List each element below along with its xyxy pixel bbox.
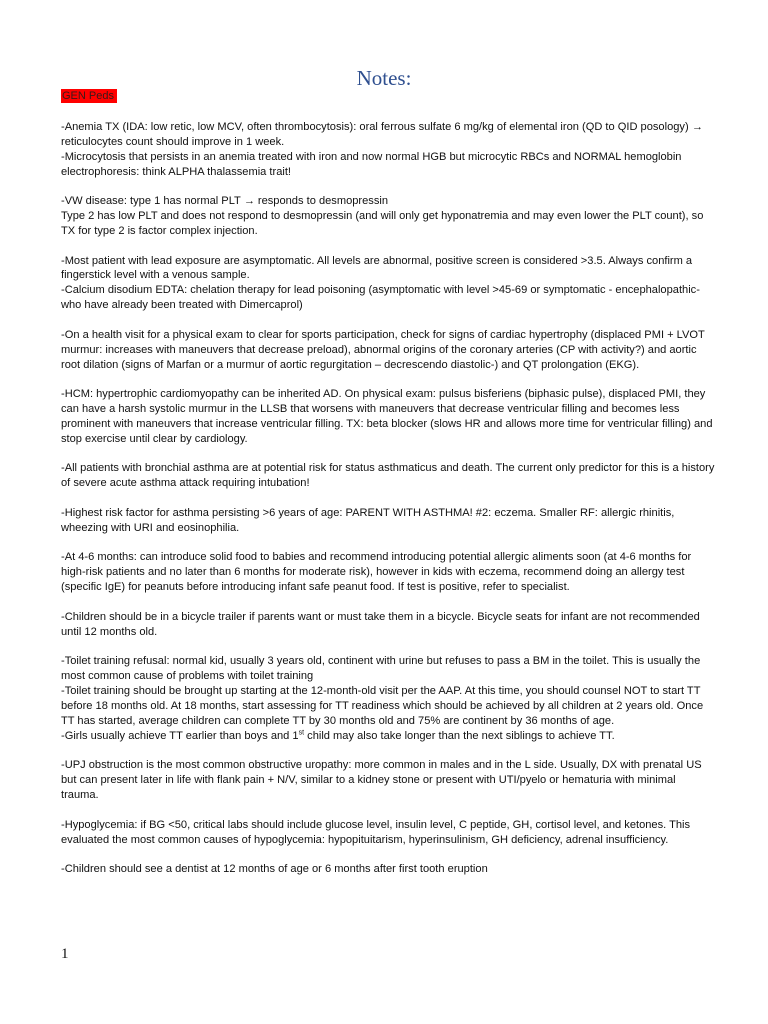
note-line: -Hypoglycemia: if BG <50, critical labs should include glucose level, insulin level, C peptide, GH, cortisol level, and ketones. This evaluated the most common causes of hypoglycemia: hypopituitarism, hyperinsulinism, GH deficiency, adrenal insufficiency. [61,818,691,846]
note-paragraph [61,120,715,179]
note-paragraph [61,654,715,728]
note-paragraph [61,387,715,446]
note-line: -Children should be in a bicycle trailer if parents want or must take them in a bicycle. Bicycle seats for infant are not recommended until 12 months old. [61,610,700,638]
note-paragraph [61,506,715,536]
note-paragraph [61,818,715,848]
page-title: Notes: [356,66,412,90]
note-line: -Children should see a dentist at 12 months of age or 6 months after first tooth eruption [61,863,488,876]
note-line: -All patients with bronchial asthma are at potential risk for status asthmaticus and death. The current only predictor for this is a history of severe acute asthma attack requiring intubation! [61,462,715,490]
note-line: -UPJ obstruction is the most common obstructive uropathy: more common in males and in the L side. Usually, DX with prenatal US but can present later in life with flank pain + N/V, similar to a kidney stone or present with UTI/pyelo or hematuria with minimal trauma. [61,759,702,801]
note-paragraph [61,254,715,313]
note-line-girls-start: -Girls usually achieve TT earlier than boys and 1 [61,729,299,742]
note-paragraph [61,758,715,803]
note-line: -Anemia TX (IDA: low retic, low MCV, often thrombocytosis): oral ferrous sulfate 6 mg/kg of elemental iron (QD to QID posology) → reticulocytes count should improve in 1 week. [61,121,703,148]
page-number: 1 [61,946,69,962]
note-line: -Most patient with lead exposure are asymptomatic. All levels are abnormal, positive screen is considered >3.5. Always confirm a fingerstick level with a venous sample. [61,254,693,282]
notes-body [61,120,715,892]
note-line: -Microcytosis that persists in an anemia treated with iron and now normal HGB but microcytic RBCs and NORMAL hemoglobin electrophoresis: think ALPHA thalassemia trait! [61,150,682,178]
note-line: -Calcium disodium EDTA: chelation therapy for lead poisoning (asymptomatic with level >45-69 or symptomatic - encephalopathic- who have already been treated with Dimercaprol) [61,284,700,312]
note-paragraph [61,194,715,239]
note-line: -At 4-6 months: can introduce solid food to babies and recommend introducing potential allergic aliments soon (at 4-6 months for high-risk patients and no later than 6 months for moderate risk), however in kids with eczema, recommend doing an allergy test (specific IgE) for peanuts before introducing infant safe peanut food. If test is positive, refer to specialist. [61,551,692,594]
section-tag-highlight: GEN Peds [61,89,117,103]
note-paragraph [61,461,715,491]
note-line-girls-end: child may also take longer than the next siblings to achieve TT. [304,729,615,742]
note-paragraph [61,729,715,744]
note-paragraph [61,328,715,373]
note-paragraph [61,862,715,877]
note-paragraph [61,610,715,640]
note-line: -On a health visit for a physical exam to clear for sports participation, check for signs of cardiac hypertrophy (displaced PMI + LVOT murmur: increases with maneuvers that decrease preload), abnormal origins of the coronary arteries (CP with activity?) and aortic root dilation (signs of Marfan or a murmur of aortic regurgitation – decrescendo diastolic-) and QT prolongation (EKG). [61,328,705,371]
note-line: -HCM: hypertrophic cardiomyopathy can be inherited AD. On physical exam: pulsus bisferiens (biphasic pulse), displaced PMI, they can have a harsh systolic murmur in the LLSB that worsens with maneuvers that decrease ventricular filling and becomes less prominent with maneuvers that increase ventricular filling. TX: beta blocker (slows HR and allows more time for ventricular filling) and stop exercise until clear by cardiology. [61,388,713,445]
note-line: -VW disease: type 1 has normal PLT → responds to desmopressin [61,195,389,208]
note-line-girls [61,729,715,744]
ordinal-suffix: st [298,728,305,736]
note-line: -Highest risk factor for asthma persisting >6 years of age: PARENT WITH ASTHMA! #2: eczema. Smaller RF: allergic rhinitis, wheezing with URI and eosinophilia. [61,506,675,534]
note-line: -Toilet training should be brought up starting at the 12-month-old visit per the AAP. At this time, you should counsel NOT to start TT before 18 months old. At 18 months, start assessing for TT readiness which should be achieved by all children at 2 years old. Once TT has started, average children can complete TT by 30 months old and 75% are continent by 36 months of age. [61,685,704,727]
note-line: Type 2 has low PLT and does not respond to desmopressin (and will only get hyponatremia and may even lower the PLT count), so TX for type 2 is factor complex injection. [61,210,704,237]
note-line: -Toilet training refusal: normal kid, usually 3 years old, continent with urine but refuses to pass a BM in the toilet. This is usually the most common cause of problems with toilet training [61,655,701,683]
note-paragraph [61,550,715,595]
